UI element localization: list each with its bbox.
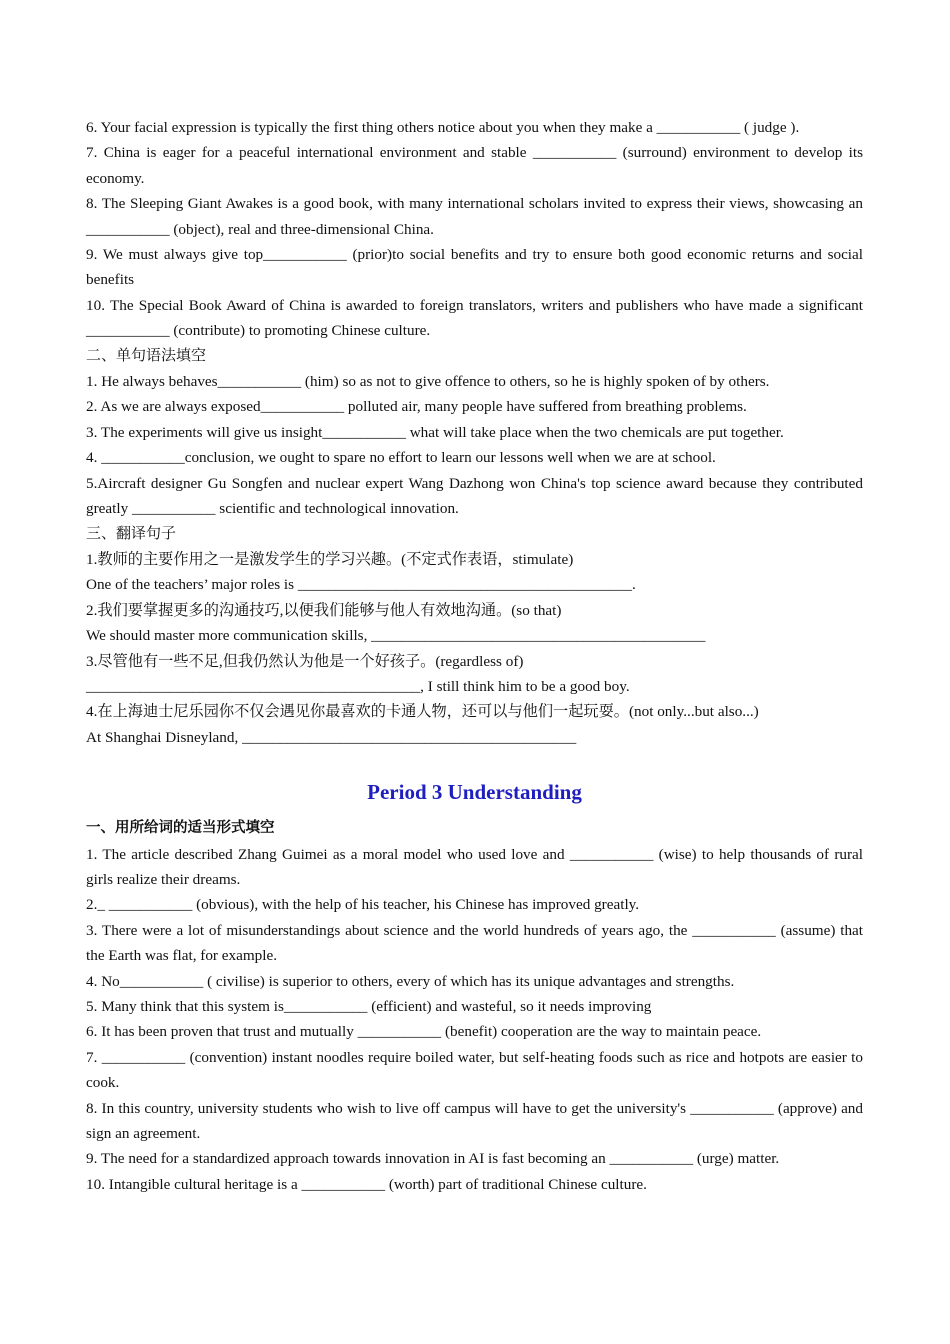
question-item: 1. The article described Zhang Guimei as a moral model who used love and ___________ (wise) to help thousands of rural girls realize their dreams. xyxy=(86,845,863,888)
question-item: 3. There were a lot of misunderstandings about science and the world hundreds of years ago, the ___________ (assume) that the Earth was flat, for example. xyxy=(86,921,863,965)
translation-answer-line: One of the teachers’ major roles is ____________________________________________. xyxy=(86,576,636,594)
question-item: 5.Aircraft designer Gu Songfen and nuclear expert Wang Dazhong won China's top science award because they contributed greatly ___________ scientific and technological innovation. xyxy=(86,474,863,518)
translation-prompt: 1.教师的主要作用之一是激发学生的学习兴趣。(不定式作表语，stimulate) xyxy=(86,550,574,568)
question-item: 8. In this country, university students who wish to live off campus will have to get the university's ___________ (approve) and sign an agreement. xyxy=(86,1099,863,1143)
question-item: 9. We must always give top___________ (prior)to social benefits and try to ensure both good economic returns and social benefits xyxy=(86,246,863,289)
question-item: 6. Your facial expression is typically the first thing others notice about you when they make a ___________ ( judge ). xyxy=(86,119,800,136)
question-item: 6. It has been proven that trust and mutually ___________ (benefit) cooperation are the way to maintain peace. xyxy=(86,1023,762,1041)
question-item: 5. Many think that this system is___________ (efficient) and wasteful, so it needs improving xyxy=(86,998,652,1015)
section-translation xyxy=(86,522,863,751)
translation-prompt: 3.尽管他有一些不足,但我仍然认为他是一个好孩子。(regardless of) xyxy=(86,652,524,670)
question-item: 2. As we are always exposed___________ polluted air, many people have suffered from breathing problems. xyxy=(86,398,747,416)
question-item: 10. The Special Book Award of China is awarded to foreign translators, writers and publishers who have made a significant ___________ (contribute) to promoting Chinese culture. xyxy=(86,296,863,340)
question-item: 4. ___________conclusion, we ought to spare no effort to learn our lessons well when we are at school. xyxy=(86,449,716,467)
section-heading: 三、翻译句子 xyxy=(86,525,177,542)
section-heading: 二、单句语法填空 xyxy=(86,347,207,364)
period-title: Period 3 Understanding xyxy=(367,780,582,805)
section-vocab-continued xyxy=(86,115,863,344)
translation-prompt: 4.在上海迪士尼乐园你不仅会遇见你最喜欢的卡通人物，还可以与他们一起玩耍。(not only...but also...) xyxy=(86,703,759,721)
translation-prompt: 2.我们要掌握更多的沟通技巧,以便我们能够与他人有效地沟通。(so that) xyxy=(86,601,562,619)
section-grammar-fill xyxy=(86,344,863,522)
translation-answer-line: ____________________________________________, I still think him to be a good boy. xyxy=(86,677,630,695)
translation-answer-line: We should master more communication skills, ____________________________________________ xyxy=(86,627,706,645)
question-item: 9. The need for a standardized approach towards innovation in AI is fast becoming an ___________ (urge) matter. xyxy=(86,1150,780,1168)
section-period3-fill xyxy=(86,816,863,1197)
question-item: 8. The Sleeping Giant Awakes is a good book, with many international scholars invited to express their views, showcasing an ___________ (object), real and three-dimensional China. xyxy=(86,195,863,238)
question-item: 7. ___________ (convention) instant noodles require boiled water, but self-heating foods such as rice and hotpots are easier to cook. xyxy=(86,1048,863,1092)
section-heading: 一、用所给词的适当形式填空 xyxy=(86,820,275,837)
question-item: 2._ ___________ (obvious), with the help of his teacher, his Chinese has improved greatly. xyxy=(86,896,640,914)
question-item: 1. He always behaves___________ (him) so as not to give offence to others, so he is highly spoken of by others. xyxy=(86,373,770,391)
question-item: 7. China is eager for a peaceful international environment and stable ___________ (surround) environment to develop its economy. xyxy=(86,144,863,187)
question-item: 10. Intangible cultural heritage is a ___________ (worth) part of traditional Chinese culture. xyxy=(86,1175,647,1193)
translation-answer-line: At Shanghai Disneyland, ____________________________________________ xyxy=(86,728,577,746)
question-item: 4. No___________ ( civilise) is superior to others, every of which has its unique advantages and strengths. xyxy=(86,972,735,990)
question-item: 3. The experiments will give us insight___________ what will take place when the two chemicals are put together. xyxy=(86,423,784,441)
document-page xyxy=(86,115,863,1197)
